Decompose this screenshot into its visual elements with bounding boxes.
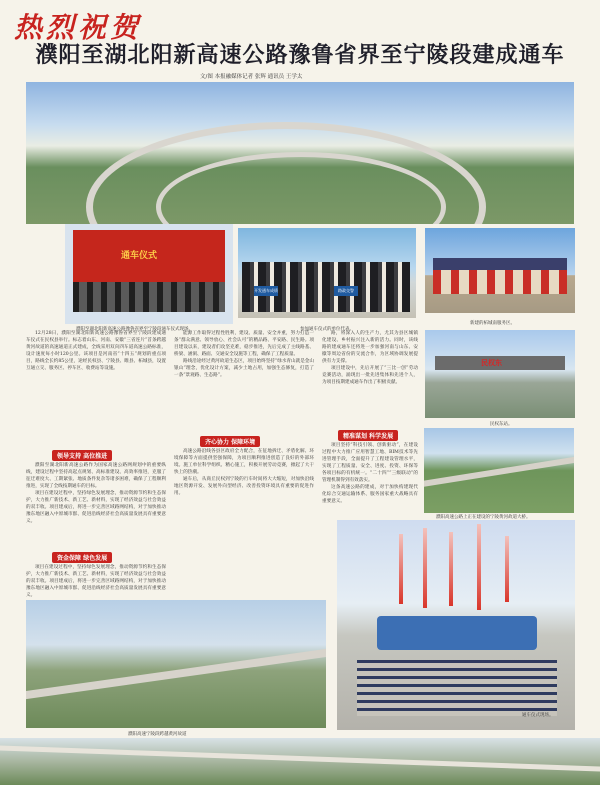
article-column-2a <box>174 330 314 434</box>
article-column-3a <box>322 330 418 430</box>
section-heading-planning: 精准谋划 科学发展 <box>338 430 398 441</box>
sign-right: 路政交警 <box>334 286 358 296</box>
firework-plume <box>423 528 427 608</box>
ceremony-stage <box>73 230 225 286</box>
byline: 文/图 本报融媒体记者 张辉 通讯员 王学太 <box>200 74 303 80</box>
paragraph: 能源工作取得过程性胜利，建设、质量、安全并重，努力打造一条“群众满意、领导放心、社会认可”的精品路、平安路、民生路。项目建设以来，建设者们攻坚克难，稳步推进，先后完成了主线路基、桥梁、涵洞、路面、交通安全设施等工程，确保了工程质量。 <box>174 331 314 357</box>
paragraph: 通车后，从商丘民权到宁陵的行车时间将大大缩短，对加快沿线地区资源开发、发展外向型经济、改善投资环境具有重要的促进作用。 <box>174 477 314 496</box>
paragraph: 12月28日，濮阳至湖北阳新高速公路豫鲁省界至宁陵段建成通车仪式在民权县举行。标志着山东、河南、安徽“三省连片”首条跨越黄河故道的高速通道正式建成，全线采用双向四车道高速公路标准，设计速度每小时120公里。该项目是河南省“十四五”规划的重点项目，路线全长约85公里，途经民权县、宁陵县、睢县、柘城县，设置互通立交、服务区、停车区、收费站等设施。 <box>26 331 166 371</box>
paragraph: 濮阳至湖北阳新高速公路作为国家高速公路网规划中的重要纵线，建设过程中坚持高起点规划、高标准建设、高效率推进，克服了征迁难度大、工期紧张、地质条件复杂等诸多困难，确保了工程顺利推进，实现了全线按期通车的目标。 <box>26 463 166 489</box>
leaders-photo <box>238 228 416 318</box>
section-heading-leadership: 领导支持 高位推进 <box>52 450 112 461</box>
hero-highway-photo <box>26 82 574 224</box>
ceremony-people <box>73 282 225 312</box>
firework-plume <box>505 536 509 602</box>
article-column-1b <box>26 462 166 548</box>
paragraph: 高速公路沿线各县区政府全力配合，在征地拆迁、矛盾化解、环境保障等方面提供坚强保障，为项目顺利推进创造了良好的外部环境。施工单位科学组织、精心施工，积极开展劳动竞赛，掀起了大干快上的热潮。 <box>174 449 314 475</box>
bridge-photo <box>424 428 574 513</box>
paragraph: 项目坚持“科技引领、创新驱动”，在建设过程中大力推广应用智慧工地、BIM技术等先进管理手段，全面提升了工程建设管理水平，实现了工程质量、安全、进度、投资、环保等各项目标的有机统一。“二十四”“三级联动”的管理机制得到有效落实。 <box>322 443 418 483</box>
bottom-caption: 濮阳高速宁陵段跨越黄河故道 <box>128 732 187 737</box>
celebration-arch <box>377 616 537 650</box>
sign-left: 开发通车成绩 <box>254 286 278 296</box>
article-column-3b <box>322 442 418 518</box>
ceremony-caption: 濮阳至湖北阳新高速公路豫鲁省界至宁陵段通车仪式现场。 <box>76 327 193 332</box>
paragraph: 这条高速公路的建成，对于加快构建现代化综合交通运输体系、服务国家重大战略具有重要意义。 <box>322 485 418 504</box>
firework-plume <box>449 532 453 606</box>
service-area-photo <box>425 228 575 313</box>
paragraph: 路，将深入人的生产力，尤其为县区城镇化建设、乡村振兴注入新的活力。同时，该线路的建成通车还将进一步加强河南与山东、安徽等周边省份的交流合作，为区域协调发展提供有力支撑。 <box>322 331 418 364</box>
bottom-panorama-photo <box>0 738 600 785</box>
toll-station-label: 民权东 <box>481 359 502 367</box>
leaders-caption: 参加通车仪式的单位代表。 <box>300 327 354 332</box>
firework-plume <box>477 524 481 610</box>
banner-title: 热烈祝贺 <box>14 11 143 44</box>
article-column-1c <box>26 564 166 598</box>
paragraph: 项目在建设过程中，坚持绿色发展理念，推动资源节约和生态保护，大力推广新技术、新工艺、新材料，实现了经济效益与社会效益的双丰收。项目建成后，将进一步完善区域路网结构，对于加快推动豫东地区融入中原城市群、促进沿线经济社会高质量发展具有重要意义。 <box>26 491 166 524</box>
firework-plume <box>399 534 403 604</box>
section-heading-cooperation: 齐心协力 保障环境 <box>200 436 260 447</box>
bottom-panorama-road <box>0 745 600 772</box>
toll-station-photo <box>425 330 575 418</box>
road-aerial-photo <box>26 600 326 728</box>
celebration-caption: 通车仪式现场。 <box>522 713 554 718</box>
celebration-photo <box>337 520 575 730</box>
service-area-caption: 新建的柘城南服务区。 <box>470 321 515 326</box>
service-area-canopy <box>433 258 567 270</box>
section-heading-funding: 资金保障 绿色发展 <box>52 552 112 563</box>
paragraph: 路线沿途经过黄河故道生态区，项目始终坚持“绿水青山就是金山银山”理念，优化设计方案，减少土地占用，加强生态修复，打造了一条“景观路、生态路”。 <box>174 359 314 378</box>
celebration-crowd-rows <box>357 660 557 716</box>
bridge-deck <box>424 454 574 488</box>
paragraph: 项目在建设过程中，坚持绿色发展理念，推动资源节约和生态保护，大力推广新技术、新工艺、新材料，实现了经济效益与社会效益的双丰收。项目建成后，将进一步完善区域路网结构，对于加快推动豫东地区融入中原城市群、促进沿线经济社会高质量发展具有重要意义。 <box>26 565 166 598</box>
toll-station-canopy <box>435 356 565 370</box>
ceremony-photo <box>65 224 233 324</box>
road-aerial-lane <box>26 645 326 703</box>
ceremony-stage-label: 通车仪式 <box>121 251 158 261</box>
article-column-1a <box>26 330 166 448</box>
service-area-booths <box>433 270 567 294</box>
article-column-2b <box>174 448 314 598</box>
bridge-caption: 濮阳高速公路上正在建设的宁陵黄河故道大桥。 <box>436 515 531 520</box>
paragraph: 项目建设中，先后开展了“三比一创”劳动竞赛活动，涌现出一批先进集体和先进个人，为项目按期建成通车作出了积极贡献。 <box>322 366 418 385</box>
headline: 濮阳至湖北阳新高速公路豫鲁省界至宁陵段建成通车 <box>35 43 565 68</box>
toll-station-caption: 民权东站。 <box>490 422 513 427</box>
